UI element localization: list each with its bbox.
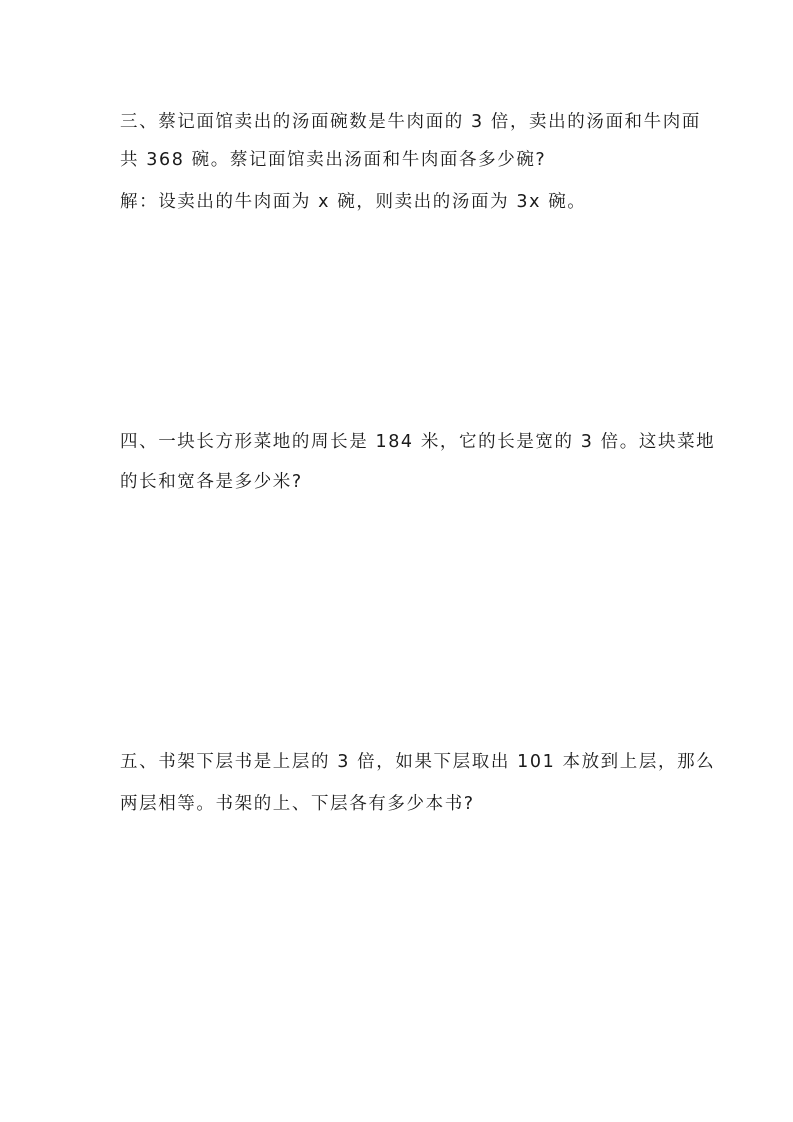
question-4-text-line-2: 的长和宽各是多少米? bbox=[120, 472, 303, 492]
question-4-answer-space bbox=[120, 500, 690, 740]
question-3-answer-space bbox=[120, 220, 690, 420]
question-3-text-line-2: 共 368 碗。蔡记面馆卖出汤面和牛肉面各多少碗? bbox=[120, 150, 547, 170]
question-3-solution-setup: 解：设卖出的牛肉面为 x 碗，则卖出的汤面为 3x 碗。 bbox=[120, 192, 587, 212]
question-5-text-line-2: 两层相等。书架的上、下层各有多少本书? bbox=[120, 794, 475, 814]
question-4-text-line-1: 四、一块长方形菜地的周长是 184 米，它的长是宽的 3 倍。这块菜地 bbox=[120, 432, 716, 452]
question-5-text-line-1: 五、书架下层书是上层的 3 倍，如果下层取出 101 本放到上层，那么 bbox=[120, 752, 716, 772]
question-3-text-line-1: 三、蔡记面馆卖出的汤面碗数是牛肉面的 3 倍，卖出的汤面和牛肉面 bbox=[120, 112, 701, 132]
question-5-answer-space bbox=[120, 822, 690, 1102]
